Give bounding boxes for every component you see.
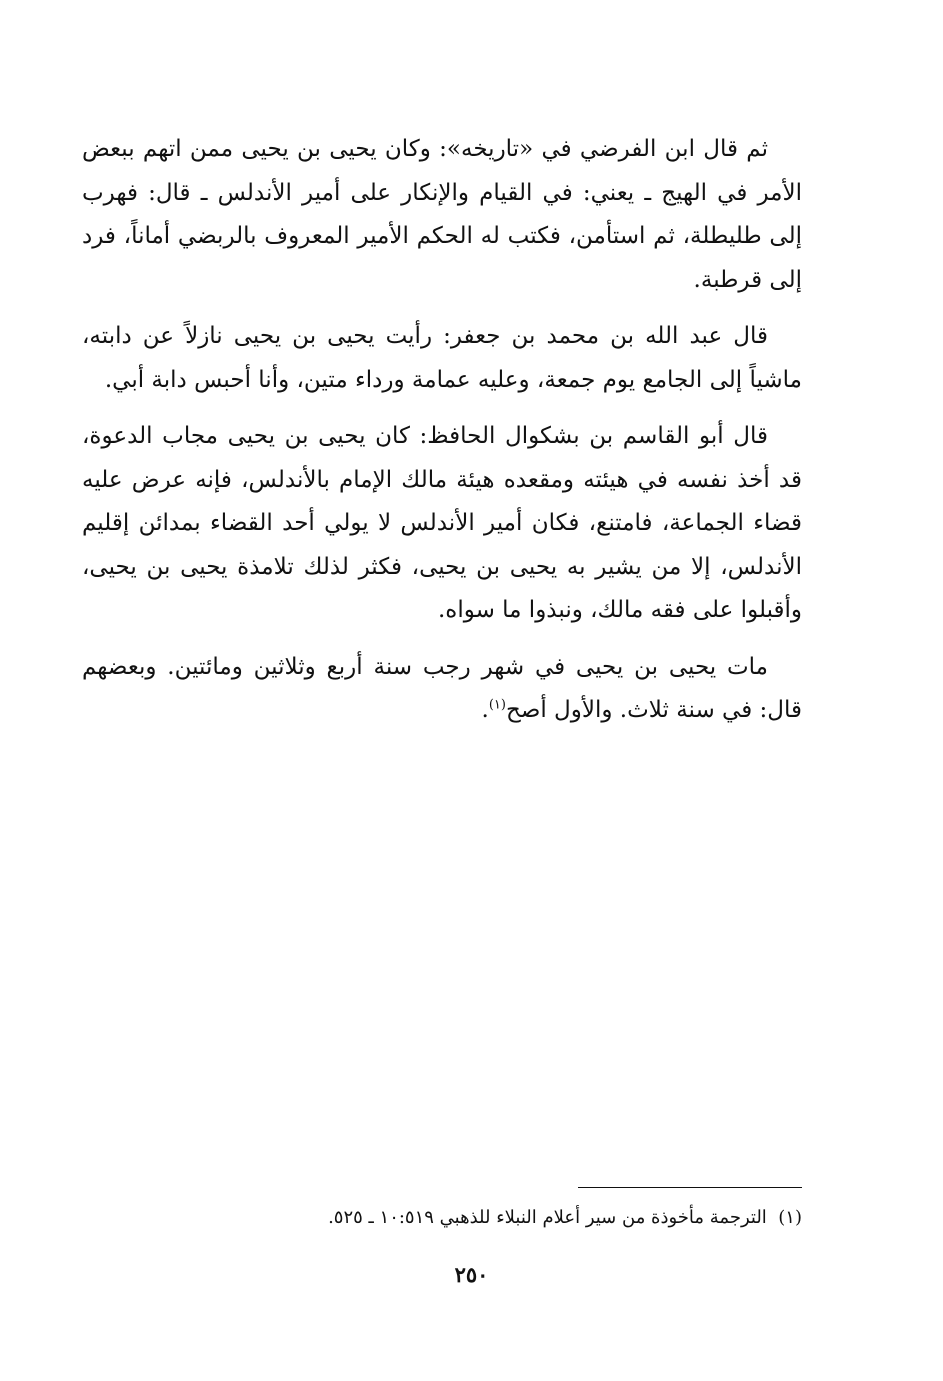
paragraph-4-end: . (481, 697, 489, 723)
footnote-reference[interactable]: (١) (488, 697, 506, 713)
footnote (82, 1204, 802, 1232)
paragraph-4 (82, 646, 802, 733)
main-text (82, 128, 802, 746)
paragraph-3: قال أبو القاسم بن بشكوال الحافظ: كان يحيى بن يحيى مجاب الدعوة، قد أخذ نفسه في هيئته ومقعده هيئة مالك الإمام بالأندلس، فإنه عرض عليه قضاء الجماعة، فامتنع، فكان أمير الأندلس لا يولي أحد القضاء بمدائن إقليم الأندلس، إلا من يشير به يحيى بن يحيى، فكثر لذلك تلامذة يحيى بن يحيى، وأقبلوا على فقه مالك، ونبذوا ما سواه. (82, 423, 802, 623)
paragraph-1: ثم قال ابن الفرضي في «تاريخه»: وكان يحيى بن يحيى ممن اتهم ببعض الأمر في الهيج ـ يعني: في القيام والإنكار على أمير الأندلس ـ قال: فهرب إلى طليطلة، ثم استأمن، فكتب له الحكم الأمير المعروف بالربضي أماناً، فرد إلى قرطبة. (82, 136, 802, 293)
footnote-text: الترجمة مأخوذة من سير أعلام النبلاء للذهبي ١٠:٥١٩ ـ ٥٢٥. (328, 1207, 767, 1228)
paragraph-2: قال عبد الله بن محمد بن جعفر: رأيت يحيى بن يحيى نازلاً عن دابته، ماشياً إلى الجامع يوم جمعة، وعليه عمامة ورداء متين، وأنا أحبس دابة أبي. (82, 323, 802, 393)
paragraph-4-text: مات يحيى بن يحيى في شهر رجب سنة أربع وثلاثين ومائتين. وبعضهم قال: في سنة ثلاث. والأول أصح (82, 653, 802, 723)
page-number: ٢٥٠ (454, 1262, 489, 1287)
footnote-separator (578, 1187, 802, 1188)
footnote-marker: (١) (778, 1207, 802, 1228)
